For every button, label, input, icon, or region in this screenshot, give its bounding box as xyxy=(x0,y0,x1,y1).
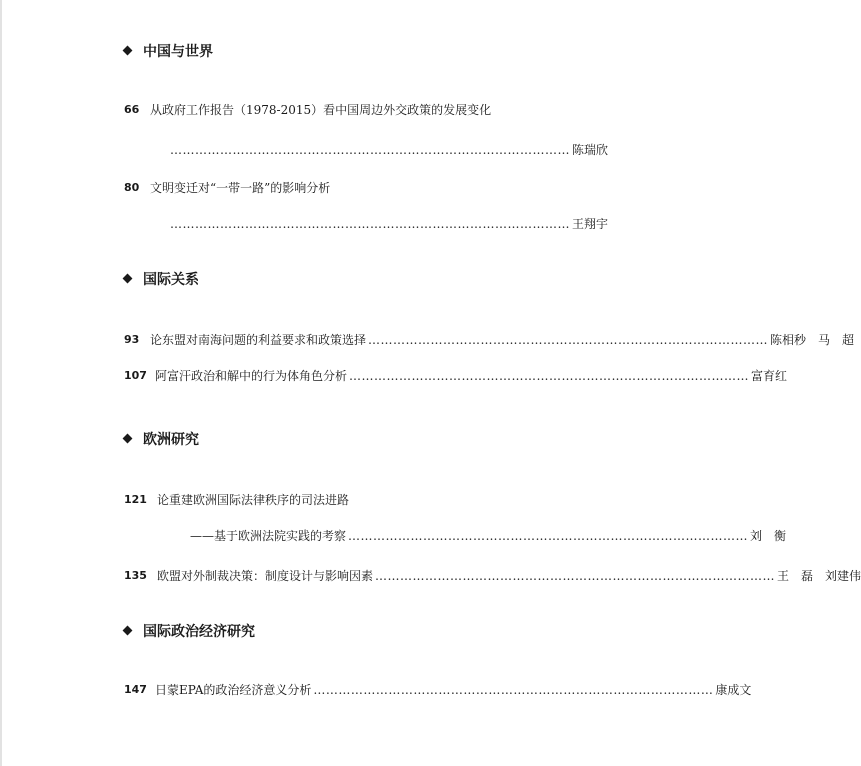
entry-title: 论重建欧洲国际法律秩序的司法进路 xyxy=(157,493,350,507)
entry-leader-row xyxy=(157,566,861,586)
section-header-international-political-economy xyxy=(124,622,255,642)
entry-page-number: 66 xyxy=(124,103,140,116)
entry-title: 文明变迁对“一带一路”的影响分析 xyxy=(150,181,331,195)
diamond-bullet-icon xyxy=(123,46,133,56)
section-title: 国际关系 xyxy=(143,272,199,288)
entry-title: 日蒙EPA的政治经济意义分析 xyxy=(155,683,312,697)
entry-page-number: 147 xyxy=(124,683,147,696)
entry-page-number: 121 xyxy=(124,493,147,506)
entry-leader-row xyxy=(150,330,855,350)
entry-page-number: 93 xyxy=(124,333,140,346)
entry-leader-row xyxy=(190,526,787,546)
section-header-european-studies xyxy=(124,430,199,450)
leader-dots: …………………………………………………………………………………… xyxy=(313,683,714,697)
leader-dots: …………………………………………………………………………………… xyxy=(348,529,749,543)
diamond-bullet-icon xyxy=(123,434,133,444)
leader-dots: …………………………………………………………………………………… xyxy=(368,333,769,347)
entry-title: 从政府工作报告（1978-2015）看中国周边外交政策的发展变化 xyxy=(150,103,492,117)
diamond-bullet-icon xyxy=(123,626,133,636)
entry-author: 刘 衡 xyxy=(750,529,787,543)
entry-author: 康成文 xyxy=(715,683,752,697)
entry-author: 陈瑞欣 xyxy=(572,143,609,157)
entry-leader-row xyxy=(168,140,609,160)
entry-title: 阿富汗政治和解中的行为体角色分析 xyxy=(155,369,348,383)
entry-page-number: 135 xyxy=(124,569,147,582)
entry-title: 欧盟对外制裁决策：制度设计与影响因素 xyxy=(157,569,374,583)
entry-author: 陈相秒 马 超 xyxy=(770,333,855,347)
entry-leader-row xyxy=(155,366,788,386)
leader-dots: …………………………………………………………………………………… xyxy=(170,143,570,157)
entry-author: 王 磊 刘建伟 xyxy=(777,569,861,583)
section-header-international-relations xyxy=(124,270,199,290)
leader-dots: …………………………………………………………………………………… xyxy=(170,217,570,231)
entry-author: 王翔宇 xyxy=(572,217,609,231)
section-title: 中国与世界 xyxy=(143,44,213,60)
diamond-bullet-icon xyxy=(123,274,133,284)
entry-title: 论东盟对南海问题的利益要求和政策选择 xyxy=(150,333,367,347)
entry-author: 富育红 xyxy=(751,369,788,383)
entry-leader-row xyxy=(155,680,752,700)
entry-page-number: 80 xyxy=(124,181,140,194)
leader-dots: …………………………………………………………………………………… xyxy=(375,569,776,583)
section-header-china-and-world xyxy=(124,42,213,62)
section-title: 国际政治经济研究 xyxy=(143,624,255,640)
entry-page-number: 107 xyxy=(124,369,147,382)
section-title: 欧洲研究 xyxy=(143,432,199,448)
leader-dots: …………………………………………………………………………………… xyxy=(349,369,750,383)
entry-subtitle: ——基于欧洲法院实践的考察 xyxy=(190,529,347,543)
entry-leader-row xyxy=(168,214,609,234)
page-edge xyxy=(0,0,2,766)
